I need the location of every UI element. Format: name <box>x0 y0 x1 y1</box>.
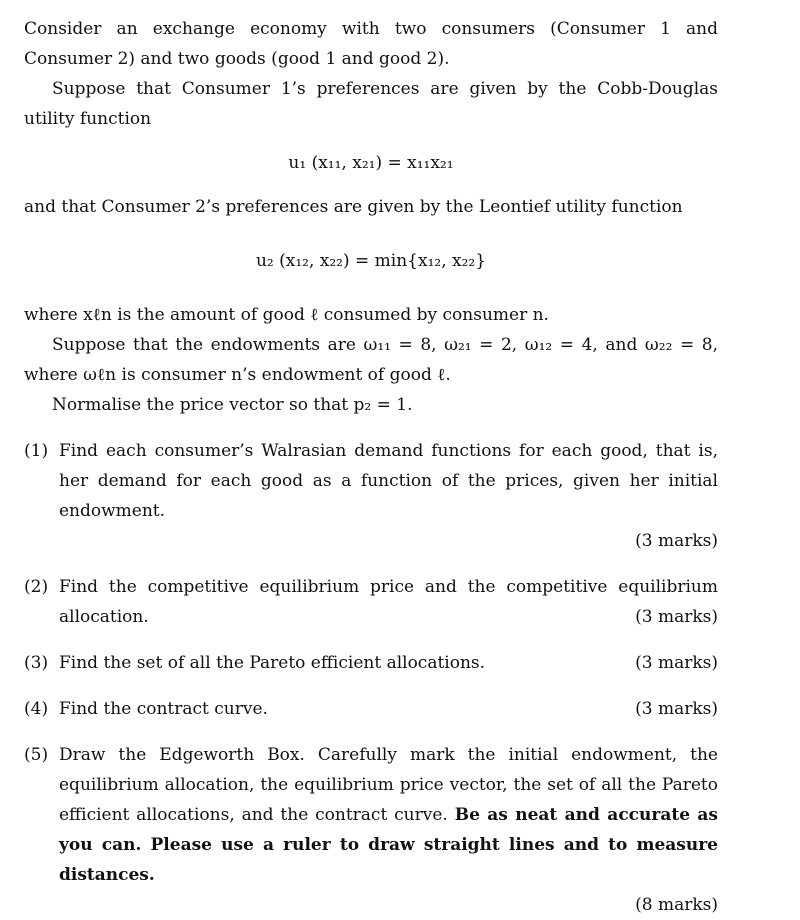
intro-paragraph-4: where xℓn is the amount of good ℓ consumed by consumer n. <box>24 305 549 325</box>
problem-sheet <box>24 14 718 920</box>
question-number: (3) <box>24 653 49 673</box>
question-text: Find the set of all the Pareto efficient allocations. <box>59 653 486 673</box>
intro-paragraph-1: Consider an exchange economy with two consumers (Consumer 1 and Consumer 2) and two goods (good 1 and good 2). <box>24 19 718 69</box>
question-emphasis-text: Be as neat and accurate as you can. Please use a ruler to draw straight lines and to measure distances. <box>59 805 718 885</box>
question-marks: (3 marks) <box>635 531 718 551</box>
question-text: Find each consumer’s Walrasian demand functions for each good, that is, her demand for each good as a function of the prices, given her initial endowment. <box>59 441 718 521</box>
intro-paragraph-endowments: Suppose that the endowments are ω₁₁ = 8, ω₂₁ = 2, ω₁₂ = 4, and ω₂₂ = 8, where ωℓn is consumer n’s endowment of good ℓ. <box>24 335 718 385</box>
question-marks: (3 marks) <box>635 607 718 627</box>
question-marks: (8 marks) <box>635 895 718 915</box>
intro-paragraph-normalisation: Normalise the price vector so that p₂ = 1. <box>52 395 413 415</box>
question-3 <box>24 648 718 678</box>
question-4 <box>24 694 718 724</box>
question-text: Find the competitive equilibrium price and the competitive equilibrium allocation. <box>59 577 718 627</box>
intro-paragraph-2: Suppose that Consumer 1’s preferences are given by the Cobb-Douglas utility function <box>24 79 718 129</box>
question-number: (1) <box>24 441 49 461</box>
equation-consumer-2-utility: u₂ (x₁₂, x₂₂) = min{x₁₂, x₂₂} <box>255 251 487 271</box>
question-number: (5) <box>24 745 49 765</box>
question-1 <box>24 436 718 556</box>
question-number: (4) <box>24 699 49 719</box>
question-text: Draw the Edgeworth Box. Carefully mark the initial endowment, the equilibrium allocation, the equilibrium price vector, the set of all the Pareto efficient allocations, and the contract curve. <box>59 745 718 825</box>
question-marks: (3 marks) <box>635 699 718 719</box>
intro-paragraph-3: and that Consumer 2’s preferences are given by the Leontief utility function <box>24 197 683 217</box>
question-5 <box>24 740 718 920</box>
question-number: (2) <box>24 577 49 597</box>
question-text: Find the contract curve. <box>59 699 268 719</box>
question-2 <box>24 572 718 632</box>
question-marks: (3 marks) <box>635 653 718 673</box>
equation-consumer-1-utility: u₁ (x₁₁, x₂₁) = x₁₁x₂₁ <box>288 153 454 173</box>
